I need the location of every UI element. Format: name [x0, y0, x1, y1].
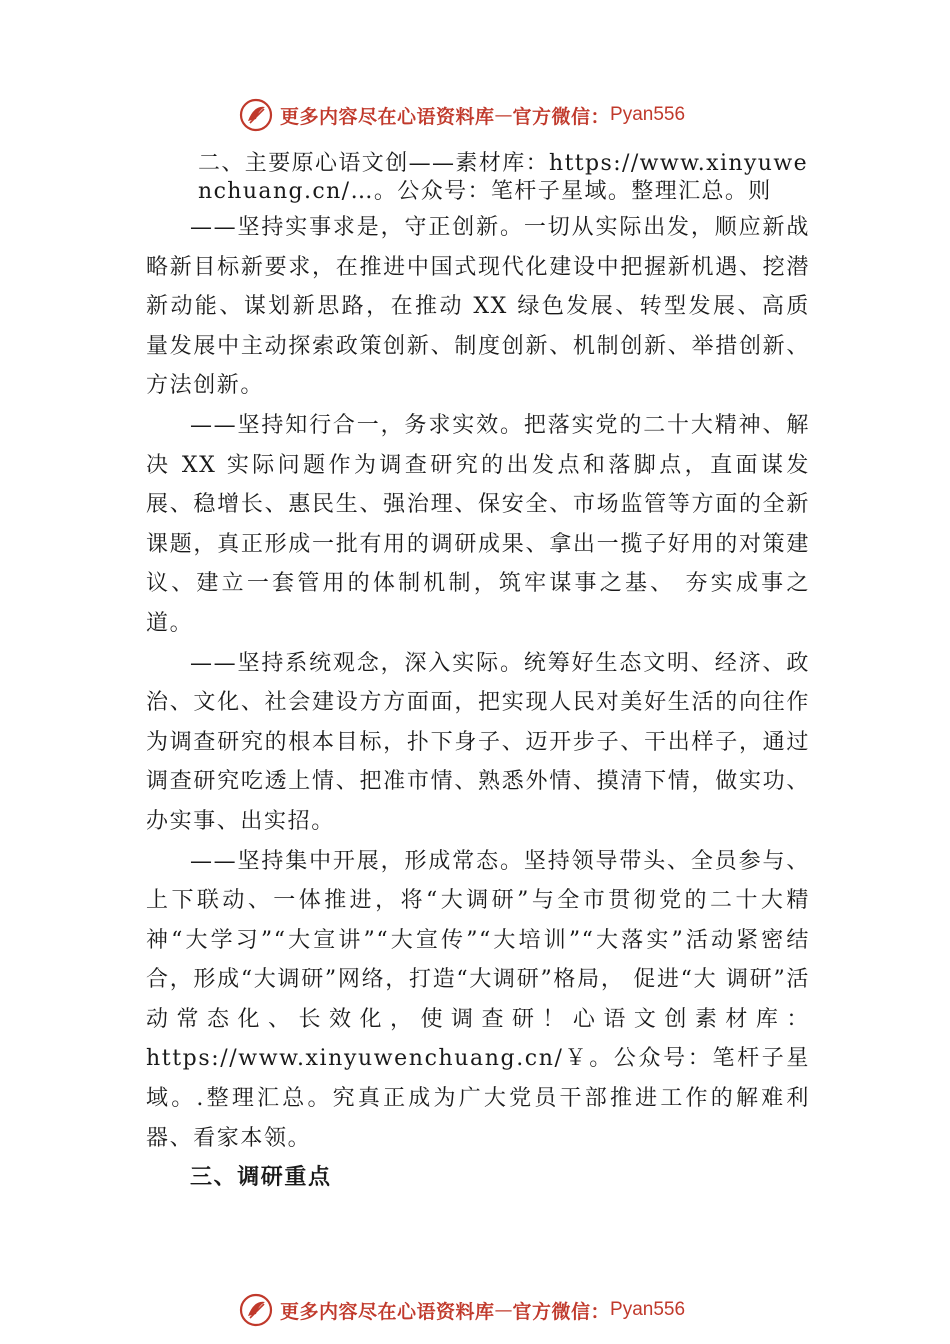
banner-title: 更多内容尽在心语资料库	[280, 1300, 495, 1323]
footer-watermark-banner	[238, 1290, 685, 1330]
paragraph-system-view: ——坚持系统观念，深入实际。统筹好生态文明、经济、政治、文化、社会建设方方面面，把实现人民对美好生活的向往作为调查研究的根本目标，扑下身子、迈开步子、干出样子，通过调查研究吃透上情、把准市情、熟悉外情、摸清下情，做实功、办实事、出实招。	[146, 650, 810, 834]
banner-wechat-label: 官方微信：	[512, 1300, 611, 1323]
header-watermark-banner	[238, 95, 685, 135]
banner-wechat-label: 官方微信：	[512, 105, 611, 128]
paragraph-seek-truth: ——坚持实事求是，守正创新。一切从实际出发，顺应新战略新目标新要求，在推进中国式现代化建设中把握新机遇、挖潜新动能、谋划新思路，在推动 XX 绿色发展、转型发展、高质量发展中主动探索政策创新、制度创新、机制创新、举措创新、 方法创新。	[146, 215, 810, 399]
paragraph-knowledge-action: ——坚持知行合一，务求实效。把落实党的二十大精神、解决 XX 实际问题作为调查研究的出发点和落脚点，直面谋发展、稳增长、惠民生、强治理、保安全、市场监管等方面的全新课题，真正形成一批有用的调研成果、拿出一揽子好用的对策建议、建立一套管用的体制机制，筑牢谋事之基、 夯实成事之道。	[146, 412, 810, 636]
paragraph-regular-practice: ——坚持集中开展，形成常态。坚持领导带头、全员参与、上下联动、一体推进，将“大调研”与全市贯彻党的二十大精神“大学习”“大宣讲”“大宣传”“大培训”“大落实”活动紧密结合，形成“大调研”网络，打造“大调研”格局， 促进“大 调研”活动常态化、长效化，使调查研！心语文创素材库：https://www.xinyuwenchuang.cn/￥。公众号：笔杆子星域。.整理汇总。究真正成为广大党员干部推进工作的解难利器、看家本领。	[146, 848, 810, 1151]
brand-logo-icon	[238, 97, 274, 133]
banner-wechat-handle: Pyan556	[610, 104, 686, 125]
document-body	[146, 150, 810, 1198]
section-heading: 三、调研重点	[190, 1165, 332, 1191]
banner-title: 更多内容尽在心语资料库	[280, 105, 495, 128]
brand-logo-icon	[238, 1292, 274, 1328]
banner-wechat-handle: Pyan556	[610, 1299, 686, 1320]
banner-separator: —	[494, 1299, 513, 1321]
banner-separator: —	[494, 104, 513, 126]
intro-line: 二、主要原心语文创——素材库：https://www.xinyuwenchuang.cn/…。公众号：笔杆子星域。整理汇总。则	[198, 151, 808, 204]
